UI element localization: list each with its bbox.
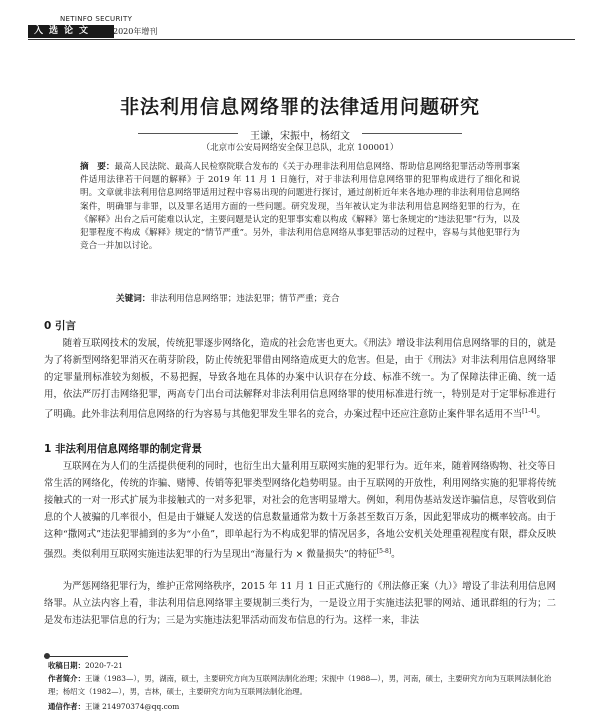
background-paragraph-2: 为严惩网络犯罪行为，维护正常网络秩序，2015 年 11 月 1 日正式施行的《刑法修正案（九）》增设了非法利用信息网络罪。从立法内容上看，非法利用信息网络罪主要规制三类行为，一是设立用于实施违法犯罪的网站、通讯群组的行为；二是发布违法犯罪信息的行为；三是为实施违法犯罪活动而发布信息的行为。这样一来，非法 [44,581,556,627]
abstract-text: 最高人民法院、最高人民检察院联合发布的《关于办理非法利用信息网络、帮助信息网络犯罪活动等刑事案件适用法律若干问题的解释》于 2019 年 11 月 1 日施行，对于非法利用信息网络罪的犯罪构成进行了细化和说明。文章就非法利用信息网络罪适用过程中容易出现的问题进行探讨，通过剖析近年来各地办理的非法利用信息网络案件，明确罪与非罪，以及罪名适用方面的一些问题。研究发现，当年被认定为非法利用信息网络犯罪的行为，在《解释》出台之后可能难以认定，主要问题是认定的犯罪事实难以构成《解释》第七条规定的“违法犯罪”行为，以及犯罪程度不构成《解释》规定的“情节严重”。另外，非法利用信息网络从事犯罪活动的过程中，容易与其他犯罪行为竞合一并加以讨论。 [80,162,520,252]
footnote-rule [44,656,128,657]
background-paragraph-1: 互联网在为人们的生活提供便利的同时，也衍生出大量利用互联网实施的犯罪行为。近年来，随着网络购物、社交等日常生活的网络化，传统的诈骗、赌博、传销等犯罪类型网络化趋势明显。由于互联网的开放性，利用网络实施的犯罪将传统接触式的一对一形式扩展为非接触式的一对多犯罪，对社会的危害明显增大。例如，利用伪基站发送诈骗信息，尽管收到信息的个人被骗的几率很小，但是由于嫌疑人发送的信息数量通常为数十万条甚至数百万条，因此犯罪成功的概率较高。由于这种“撒网式”违法犯罪捕到的多为“小鱼”，即单起行为不构成犯罪的情况居多，各地公安机关处理重视程度有限，群众反映强烈。类似利用互联网实施违法犯罪的行为呈现出“海量行为 × 微量损失”的特征[5-8]。 [44,461,556,561]
affiliation: （北京市公安局网络安全保卫总队，北京 100001） [201,143,399,153]
intro-paragraph: 随着互联网技术的发展，传统犯罪逐步网络化，造成的社会危害也更大。《刑法》增设非法利用信息网络罪的目的，就是为了将新型网络犯罪消灭在萌芽阶段，防止传统犯罪借由网络造成更大的危害。但是，由于《刑法》对非法利用信息网络罪的定罪量刑标准较为刻板，不易把握，导致各地在具体的办案中认识存在分歧、标准不统一。为了保障法律正确、统一适用，依法严厉打击网络犯罪，两高专门出台司法解释对非法利用信息网络罪的使用标准进行统一，特别是对于定罪标准进行了明确。此外非法利用信息网络的行为容易与其他犯罪发生罪名的竞合，办案过程中还应注意防止案件罪名适用不当[1-4]。 [44,338,556,421]
section-heading-intro: 0 引言 [44,320,76,332]
author-bio: 作者简介：王谦（1983—），男，湖南，硕士，主要研究方向为互联网法制化治理；宋振中（1988—），男，河南，硕士，主要研究方向为互联网法制化治理；杨绍文（1982—），男，吉林，硕士，主要研究方向为互联网法制化治理。 [48,674,552,696]
received-date: 收稿日期：2020-7-21 [48,661,123,670]
paper-title: 非法利用信息网络罪的法律适用问题研究 [119,96,480,118]
author-rule-right [362,133,462,134]
author-list: 王谦，宋振中，杨绍文 [250,131,350,142]
citation: [5-8] [376,548,392,556]
keywords-label: 关键词： [116,294,151,304]
journal-name-en: NETINFO SECURITY [60,15,133,23]
abstract [80,161,520,253]
citation: [1-4] [522,408,537,416]
header-divider [28,39,575,40]
abstract-label: 摘 要： [80,162,115,172]
corresponding-author: 通信作者：王谦 214970374@qq.com [48,702,180,711]
keywords-text: 非法利用信息网络罪；违法犯罪；情节严重；竞合 [150,294,340,304]
issue-label: 2020年增刊 [113,27,158,36]
keywords [116,292,520,304]
section-tag: 入选论文 [28,25,114,38]
section-heading-background: 1 非法利用信息网络罪的制定背景 [44,443,202,455]
